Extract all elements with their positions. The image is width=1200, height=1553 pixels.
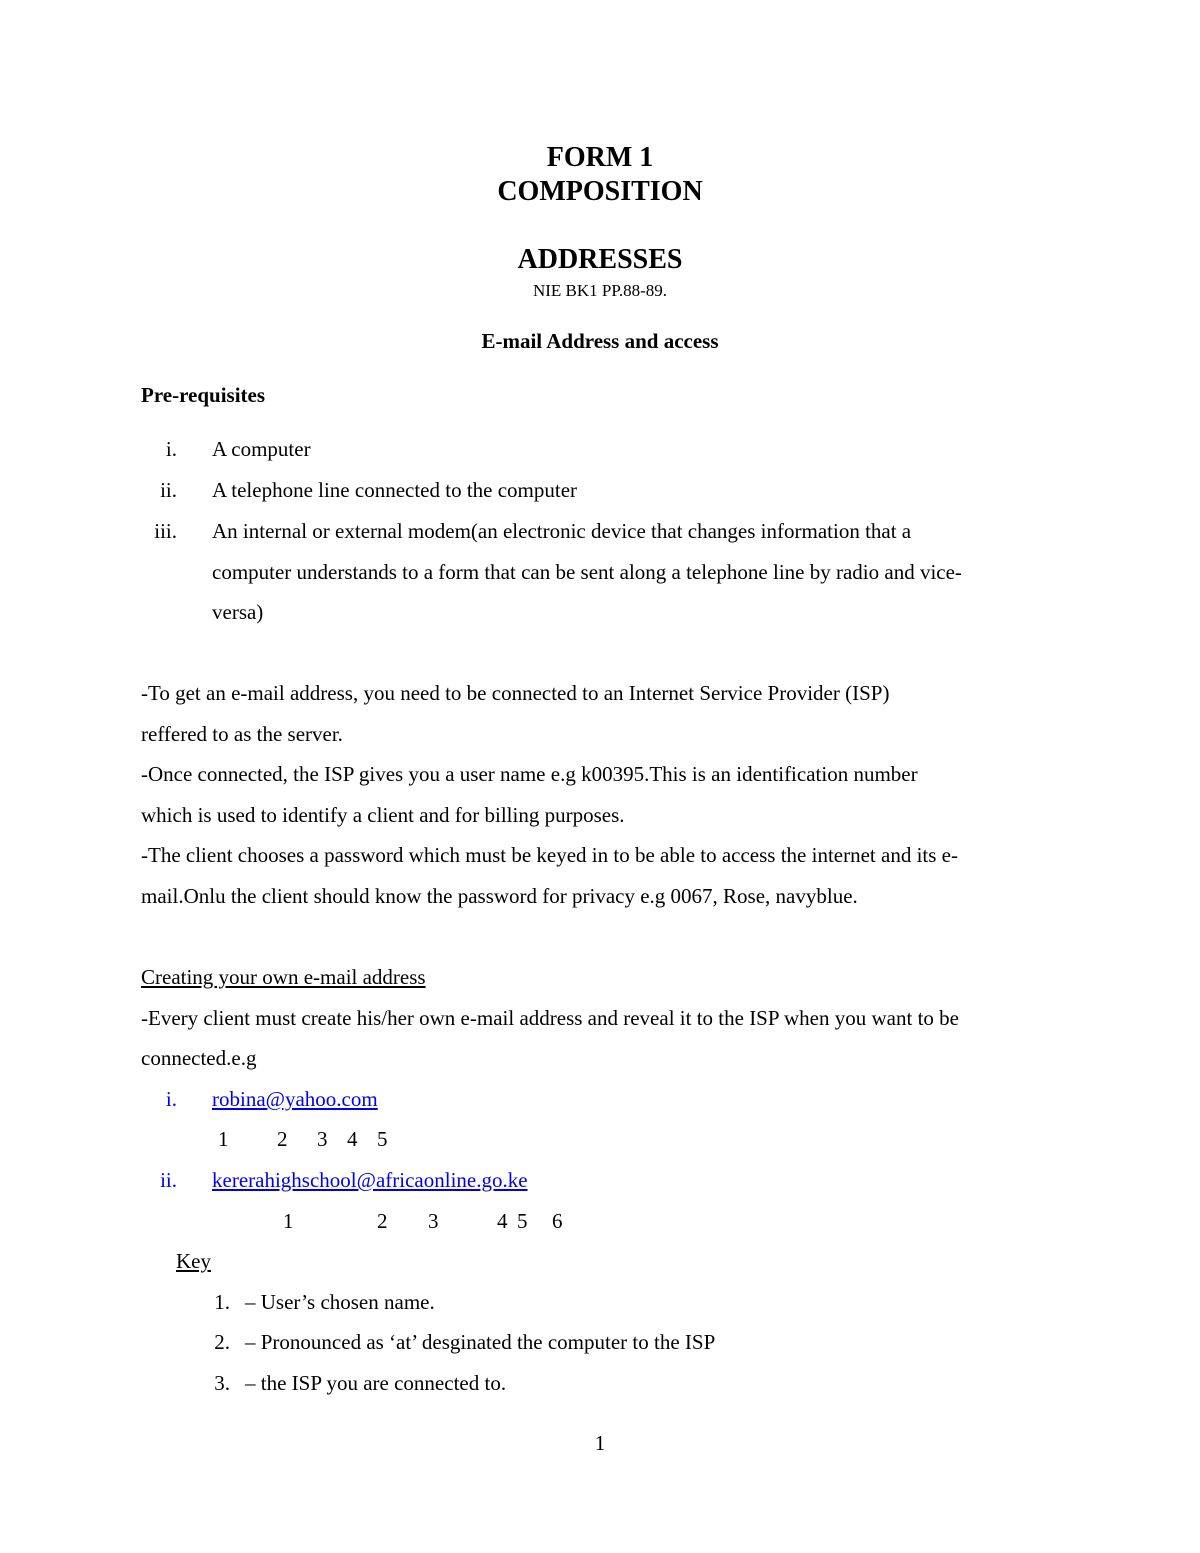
body-line: -Every client must create his/her own e-mail address and reveal it to the ISP when you want to be bbox=[141, 1006, 959, 1030]
body-line: reffered to as the server. bbox=[141, 722, 343, 746]
list-item-text: – User’s chosen name. bbox=[245, 1290, 435, 1314]
list-item-text: versa) bbox=[212, 600, 264, 624]
page-number: 1 bbox=[594, 1431, 606, 1455]
creating-heading: Creating your own e-mail address bbox=[141, 965, 426, 989]
list-marker: i. bbox=[165, 437, 177, 461]
form-title: FORM 1 bbox=[546, 142, 654, 173]
part-number: 5 bbox=[517, 1209, 528, 1233]
list-item-text: An internal or external modem(an electronic device that changes information that a bbox=[212, 519, 912, 543]
list-marker: 3. bbox=[214, 1371, 230, 1395]
email-link-robina[interactable]: robina@yahoo.com bbox=[212, 1087, 378, 1111]
section-title: E-mail Address and access bbox=[481, 329, 719, 353]
list-item-text: A telephone line connected to the computer bbox=[212, 478, 578, 502]
part-number: 6 bbox=[552, 1209, 563, 1233]
body-line: connected.e.g bbox=[141, 1046, 257, 1070]
part-number: 4 bbox=[347, 1127, 358, 1151]
list-marker: iii. bbox=[154, 519, 177, 543]
body-line: -The client chooses a password which must be keyed in to be able to access the internet and its e- bbox=[141, 843, 958, 867]
part-number: 1 bbox=[218, 1127, 229, 1151]
list-item-text: A computer bbox=[212, 437, 311, 461]
body-line: -To get an e-mail address, you need to be connected to an Internet Service Provider (ISP) bbox=[141, 681, 890, 705]
part-number: 4 bbox=[497, 1209, 508, 1233]
list-marker: i. bbox=[165, 1087, 177, 1111]
list-item-text: – the ISP you are connected to. bbox=[245, 1371, 507, 1395]
addresses-title: ADDRESSES bbox=[517, 244, 683, 275]
list-marker: ii. bbox=[160, 478, 177, 502]
list-marker: 2. bbox=[214, 1330, 230, 1354]
key-heading: Key bbox=[176, 1249, 211, 1273]
part-number: 3 bbox=[428, 1209, 439, 1233]
composition-title: COMPOSITION bbox=[497, 176, 703, 207]
book-reference: NIE BK1 PP.88-89. bbox=[532, 281, 668, 300]
list-item-text: computer understands to a form that can be sent along a telephone line by radio and vice- bbox=[212, 560, 962, 584]
body-line: mail.Onlu the client should know the password for privacy e.g 0067, Rose, navyblue. bbox=[141, 884, 858, 908]
body-line: -Once connected, the ISP gives you a user name e.g k00395.This is an identification number bbox=[141, 762, 918, 786]
part-number: 1 bbox=[283, 1209, 294, 1233]
part-number: 5 bbox=[377, 1127, 388, 1151]
body-line: which is used to identify a client and for billing purposes. bbox=[141, 803, 625, 827]
list-marker: 1. bbox=[214, 1290, 230, 1314]
list-item-text: – Pronounced as ‘at’ desginated the computer to the ISP bbox=[245, 1330, 716, 1354]
list-marker: ii. bbox=[160, 1168, 177, 1192]
part-number: 2 bbox=[277, 1127, 288, 1151]
email-link-kererahighschool[interactable]: kererahighschool@africaonline.go.ke bbox=[212, 1168, 528, 1192]
part-number: 3 bbox=[317, 1127, 328, 1151]
prerequisites-heading: Pre-requisites bbox=[141, 383, 266, 407]
part-number: 2 bbox=[377, 1209, 388, 1233]
